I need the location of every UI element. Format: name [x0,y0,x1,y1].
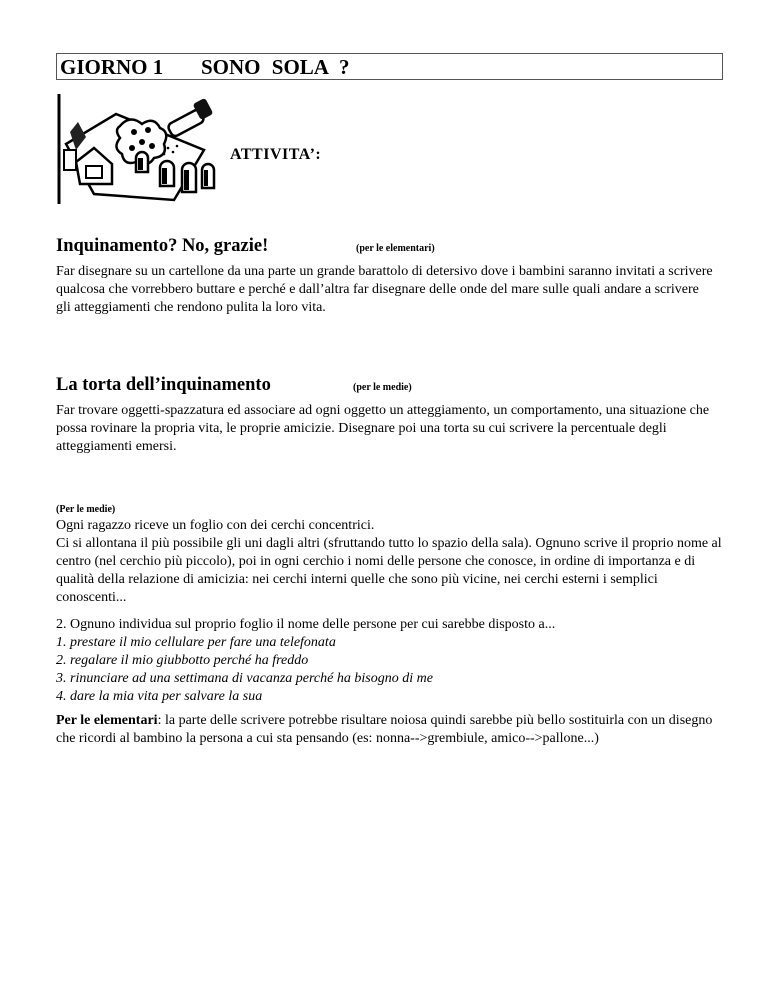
activity2-audience: (per le medie) [353,382,412,393]
activity1-audience: (per le elementari) [356,243,435,254]
activity2-body: Far trovare oggetti-spazzatura ed associare ad ogni oggetto un atteggiamento, un comportamento, una situazione che possa rovinare la propria vita, le proprie amicizie. Disegnare poi una torta su cui scrivere la percentuale degli atteggiamenti emersi. [56,403,710,454]
activity3-step2: 2. Ognuno individua sul proprio foglio il nome delle persone per cui sarebbe disposto a... [56,617,556,632]
option-item: 3. rinunciare ad una settimana di vacanza perché ha bisogno di me [56,671,433,686]
option-item: 1. prestare il mio cellulare per fare una telefonata [56,635,336,650]
crafts-illustration-icon [56,92,216,207]
day-label: GIORNO 1 [60,55,164,79]
activity3-line1: Ogni ragazzo riceve un foglio con dei cerchi concentrici. [56,518,375,533]
elementari-note-text: : la parte delle scrivere potrebbe risultare noiosa quindi sarebbe più bello sostituirla con un disegno che ricordi al bambino la persona a cui sta pensando (es: nonna-->grembiule, amico-->pallone...) [56,713,713,746]
elementari-note-label: Per le elementari [56,713,158,728]
activity3-line2: Ci si allontana il più possibile gli uni dagli altri (sfruttando tutto lo spazio della sala). Ognuno scrive il proprio nome al centro (nel cerchio più piccolo), poi in ogni cerchio i nomi delle persone che conosce, in ordine di importanza e di qualità della relazione di amicizia: nei cerchi interni quelle che sono più vicine, nei cerchi esterni i semplici conoscenti... [56,536,722,605]
activities-heading: ATTIVITA’: [230,146,322,163]
activity2-title: La torta dell’inquinamento [56,375,271,395]
day-title-box [56,53,723,80]
option-item: 2. regalare il mio giubbotto perché ha freddo [56,653,309,668]
elementari-note [56,712,724,748]
activity3-text [56,517,728,607]
activity1-body: Far disegnare su un cartellone da una parte un grande barattolo di detersivo dove i bambini saranno invitati a scrivere qualcosa che vorrebbero buttare e perché e dall’altra far disegnare delle onde del mare sulle quali andare a scrivere gli atteggiamenti che rendono pulita la loro vita. [56,264,713,315]
activity3-audience: (Per le medie) [56,504,116,515]
option-item: 4. dare la mia vita per salvare la sua [56,689,263,704]
activity1-title: Inquinamento? No, grazie! [56,236,269,256]
activity3-step2-block [56,616,728,706]
day-theme: SONO SOLA ? [201,55,350,79]
